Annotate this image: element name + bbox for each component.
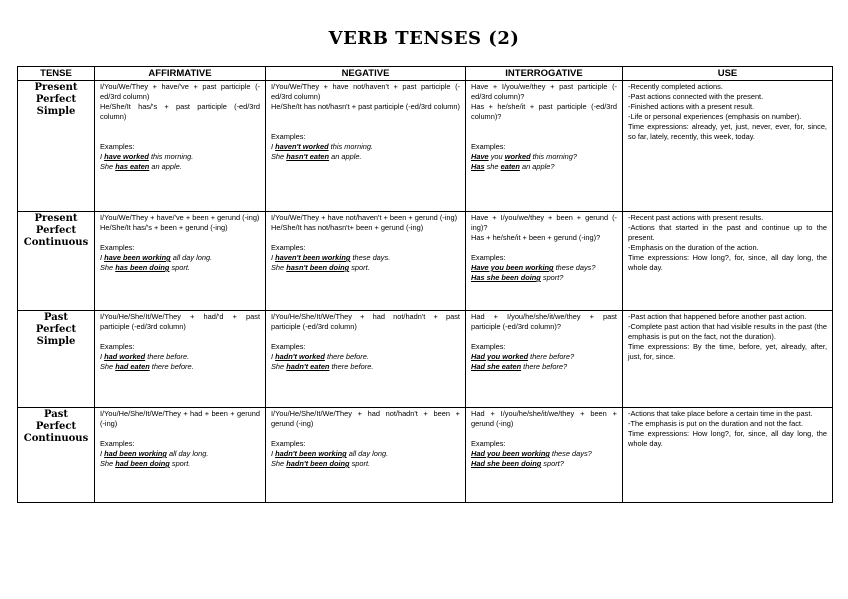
affirmative-cell [95,81,266,212]
use-item: -Complete past action that had visible results in the past (the emphasis is put on the fact, not the duration). [628,322,827,341]
examples-label: Examples: [271,342,306,351]
example-sentence: She hasn't been doing sport. [271,263,370,272]
form-text: He/She/It has not/hasn't+ been + gerund (-ing) [271,223,424,232]
form-text: He/She/It has/'s + been + gerund (-ing) [100,223,228,232]
tense-name [18,311,95,408]
tense-word: Simple [36,336,76,347]
form-text: I/You/We/They + have/'ve + past participle (-ed/3rd column) [100,82,260,101]
form-text: I/You/He/She/It/We/They + had/'d + past participle (-ed/3rd column) [100,312,260,331]
form-text: Had + I/you/he/she/it/we/they + past participle (-ed/3rd column)? [471,312,617,331]
example-sentence: I have worked this morning. [100,152,194,161]
form-text: He/She/It has/'s + past participle (-ed/3rd column) [100,102,260,121]
table-row [18,408,833,503]
examples-label: Examples: [471,253,506,262]
form-text: He/She/It has not/hasn't + past participle (-ed/3rd column) [271,102,460,111]
form-text: I/You/He/She/It/We/They + had not/hadn't + past participle (-ed/3rd column) [271,312,460,331]
example-sentence: She has been doing sport. [100,263,190,272]
interrogative-cell [466,408,623,503]
example-sentence: I hadn't been working all day long. [271,449,389,458]
example-sentence: I had worked there before. [100,352,190,361]
example-sentence: She had been doing sport. [100,459,191,468]
use-item: -Finished actions with a present result. [628,102,755,111]
verb-tenses-table [17,66,833,503]
form-text: I/You/We/They + have not/haven't + been + gerund (-ing) [271,213,458,222]
tense-word: Simple [36,106,76,117]
use-item: -Recently completed actions. [628,82,723,91]
form-text: Had + I/you/he/she/it/we/they + been + gerund (-ing) [471,409,617,428]
use-item: Time expressions: already, yet, just, never, ever, for, since, so far, lately, recently, this week, today. [628,122,827,141]
interrogative-cell [466,81,623,212]
example-sentence: Has she been doing sport? [471,273,564,282]
tense-word: Perfect [35,94,77,105]
form-text: Have + I/you/we/they + been + gerund (-ing)? [471,213,617,232]
use-item: Time expressions: How long?, for, since, all day long, the whole day. [628,429,827,448]
page-title: VERB TENSES (2) [328,28,520,49]
use-item: Time expressions: How long?, for, since, all day long, the whole day. [628,253,827,272]
example-sentence: I hadn't worked there before. [271,352,369,361]
example-sentence: Have you worked this morning? [471,152,577,161]
use-item: -Actions that started in the past and continue up to the present. [628,223,827,242]
use-item: -Past actions connected with the present. [628,92,764,101]
form-text: Has + he/she/it + past participle (-ed/3rd column)? [471,102,617,121]
use-item: -Emphasis on the duration of the action. [628,243,759,252]
table-row [18,311,833,408]
examples-label: Examples: [100,142,135,151]
use-item: -Past action that happened before another past action. [628,312,807,321]
form-text: I/You/He/She/It/We/They + had + been + gerund (-ing) [100,409,260,428]
tense-word: Continuous [23,237,89,248]
affirmative-cell [95,212,266,311]
affirmative-cell [95,408,266,503]
example-sentence: Had you been working these days? [471,449,592,458]
example-sentence: She hadn't eaten there before. [271,362,374,371]
header-row [18,67,833,81]
examples-label: Examples: [100,243,135,252]
examples-label: Examples: [271,439,306,448]
use-item: Time expressions: By the time, before, yet, already, after, just, for, since. [628,342,827,361]
header-tense: TENSE [18,67,95,81]
examples-label: Examples: [271,132,306,141]
use-cell [623,81,833,212]
tense-word: Perfect [35,324,77,335]
use-item: -Life or personal experiences (emphasis on number). [628,112,802,121]
tense-word: Present [34,82,78,93]
example-sentence: I haven't been working these days. [271,253,391,262]
header-use: USE [623,67,833,81]
example-sentence: She hasn't eaten an apple. [271,152,362,161]
tense-word: Perfect [35,421,77,432]
example-sentence: She has eaten an apple. [100,162,182,171]
tense-word: Past [44,312,68,323]
header-negative: NEGATIVE [266,67,466,81]
negative-cell [266,311,466,408]
table-row [18,81,833,212]
examples-label: Examples: [271,243,306,252]
example-sentence: Had she eaten there before? [471,362,568,371]
use-item: -The emphasis is put on the duration and not the fact. [628,419,804,428]
interrogative-cell [466,212,623,311]
header-interrogative: INTERROGATIVE [466,67,623,81]
negative-cell [266,408,466,503]
tense-name [18,212,95,311]
tense-word: Past [44,409,68,420]
negative-cell [266,212,466,311]
examples-label: Examples: [471,342,506,351]
example-sentence: Has she eaten an apple? [471,162,555,171]
tense-word: Present [34,213,78,224]
use-item: -Actions that take place before a certain time in the past. [628,409,813,418]
examples-label: Examples: [100,342,135,351]
negative-cell [266,81,466,212]
example-sentence: I have been working all day long. [100,253,213,262]
form-text: Have + I/you/we/they + past participle (-ed/3rd column)? [471,82,617,101]
use-cell [623,212,833,311]
example-sentence: Had you worked there before? [471,352,575,361]
header-affirmative: AFFIRMATIVE [95,67,266,81]
example-sentence: I had been working all day long. [100,449,209,458]
tense-name [18,81,95,212]
tense-name [18,408,95,503]
example-sentence: She hadn't been doing sport. [271,459,371,468]
use-cell [623,311,833,408]
table-row [18,212,833,311]
example-sentence: I haven't worked this morning. [271,142,373,151]
form-text: I/You/We/They + have/'ve + been + gerund (-ing) [100,213,260,222]
interrogative-cell [466,311,623,408]
tense-word: Perfect [35,225,77,236]
form-text: I/You/He/She/It/We/They + had not/hadn't + been + gerund (-ing) [271,409,460,428]
example-sentence: Had she been doing sport? [471,459,564,468]
examples-label: Examples: [471,439,506,448]
examples-label: Examples: [100,439,135,448]
affirmative-cell [95,311,266,408]
use-cell [623,408,833,503]
form-text: Has + he/she/it + been + gerund (-ing)? [471,233,601,242]
tense-word: Continuous [23,433,89,444]
example-sentence: She had eaten there before. [100,362,194,371]
examples-label: Examples: [471,142,506,151]
use-item: -Recent past actions with present results. [628,213,764,222]
example-sentence: Have you been working these days? [471,263,596,272]
form-text: I/You/We/They + have not/haven't + past participle (-ed/3rd column) [271,82,460,101]
